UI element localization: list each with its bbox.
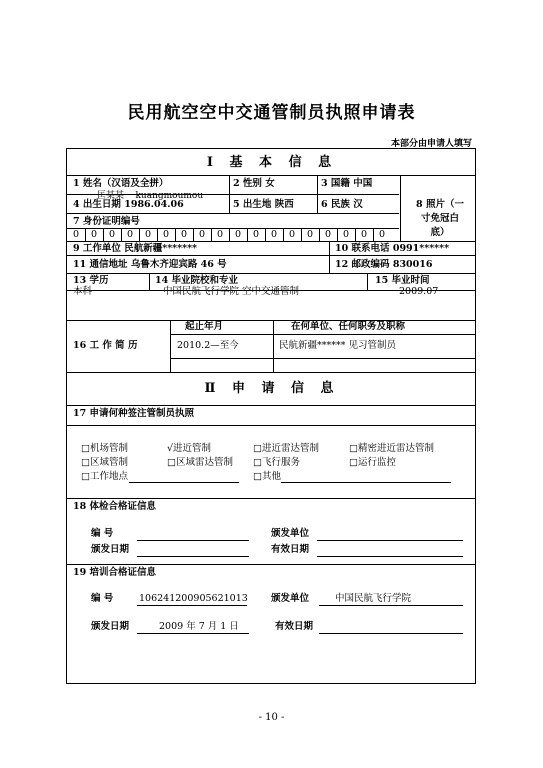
medical-valid-field[interactable] (317, 556, 463, 557)
training-issuer-label: 颁发单位 (271, 593, 310, 604)
resume-period: 2010.2—至今 (177, 340, 239, 351)
option-other[interactable]: □其他 (253, 471, 281, 482)
id-digit: 0 (127, 229, 134, 240)
medical-number-label: 编 号 (91, 528, 114, 539)
medical-issuer-field[interactable] (317, 540, 463, 541)
training-number-field[interactable] (137, 605, 247, 606)
employer: 9 工作单位 民航新疆******* (73, 243, 198, 254)
photo-box: 8 照片（一 寸免冠白 底） (416, 199, 464, 238)
option-airport-control[interactable]: □机场管制 (81, 443, 128, 454)
medical-date-field[interactable] (137, 556, 249, 557)
option-approach-control[interactable]: √进近管制 (167, 443, 212, 454)
phone: 10 联系电话 0991****** (335, 243, 450, 254)
gender: 2 性别 女 (233, 178, 275, 189)
id-digit: 0 (325, 229, 332, 240)
training-valid-label: 有效日期 (275, 621, 314, 632)
education-value: 本科 (73, 286, 93, 297)
training-issuer-value: 中国民航飞行学院 (335, 593, 412, 604)
resume-label: 16 工 作 简 历 (73, 340, 138, 351)
medical-cert-heading: 18 体检合格证信息 (73, 501, 157, 512)
medical-date-label: 颁发日期 (91, 544, 130, 555)
nationality: 3 国籍 中国 (321, 178, 373, 189)
id-digit: 0 (361, 229, 368, 240)
postcode: 12 邮政编码 830016 (335, 259, 433, 270)
medical-valid-label: 有效日期 (271, 544, 310, 555)
school-value: 中国民航飞行学院 空中交通管制 (163, 286, 300, 297)
name-label: 1 姓名（汉语及全拼） (73, 178, 169, 189)
id-digit: 0 (253, 229, 260, 240)
training-date-value: 2009 年 7 月 1 日 (159, 621, 239, 632)
training-date-field[interactable] (137, 633, 249, 634)
id-digit: 0 (217, 229, 224, 240)
section-basic-info: Ⅰ 基 本 信 息 (206, 155, 338, 170)
fill-note: 本部分由申请人填写 (390, 139, 472, 149)
birthplace: 5 出生地 陕西 (233, 199, 294, 210)
id-digit: 0 (73, 229, 80, 240)
id-digit: 0 (307, 229, 314, 240)
other-line[interactable] (281, 482, 451, 483)
graduation-value: 2009.07 (399, 286, 439, 297)
page-number: - 10 - (258, 712, 285, 723)
medical-issuer-label: 颁发单位 (271, 528, 310, 539)
id-digit: 0 (163, 229, 170, 240)
id-digit: 0 (91, 229, 98, 240)
name-chinese: 匡某某 kuangmoumou (97, 191, 204, 201)
option-precision-approach-radar[interactable]: □精密进近雷达管制 (349, 443, 434, 454)
medical-number-field[interactable] (137, 540, 249, 541)
training-number-value: 106241200905621013 (139, 593, 248, 604)
birthdate: 4 出生日期 1986.04.06 (73, 199, 184, 210)
option-area-control[interactable]: □区域管制 (81, 457, 128, 468)
option-approach-radar-control[interactable]: □进近雷达管制 (253, 443, 319, 454)
application-form (66, 148, 476, 684)
id-digit: 0 (109, 229, 116, 240)
id-digit: 0 (343, 229, 350, 240)
form-title: 民用航空空中交通管制员执照申请表 (127, 103, 416, 123)
graduation-label: 15 毕业时间 (375, 275, 430, 286)
name-pinyin: kuangmoumou (135, 191, 204, 201)
id-digit: 0 (379, 229, 386, 240)
training-valid-field[interactable] (319, 633, 463, 634)
option-area-radar-control[interactable]: □区域雷达管制 (167, 457, 233, 468)
option-flight-service[interactable]: □飞行服务 (253, 457, 300, 468)
license-type-question: 17 申请何种签注管制员执照 (73, 408, 195, 419)
section-application-info: Ⅱ 申 请 信 息 (204, 381, 340, 396)
id-digit: 0 (235, 229, 242, 240)
id-digit: 0 (145, 229, 152, 240)
school-label: 14 毕业院校和专业 (155, 275, 239, 286)
training-number-label: 编 号 (91, 593, 114, 604)
ethnicity: 6 民族 汉 (321, 199, 363, 210)
id-label: 7 身份证明编号 (73, 216, 140, 227)
resume-detail: 民航新疆****** 见习管制员 (279, 340, 397, 351)
training-date-label: 颁发日期 (91, 621, 130, 632)
training-issuer-field[interactable] (319, 605, 463, 606)
id-digit: 0 (289, 229, 296, 240)
id-digit: 0 (199, 229, 206, 240)
education-label: 13 学历 (73, 275, 109, 286)
id-digit: 0 (271, 229, 278, 240)
option-work-location[interactable]: □工作地点 (81, 471, 128, 482)
resume-col-period: 起止年月 (185, 321, 224, 332)
id-digit: 0 (181, 229, 188, 240)
resume-col-detail: 在何单位、任何职务及职称 (291, 321, 406, 332)
option-operation-monitor[interactable]: □运行监控 (349, 457, 396, 468)
address: 11 通信地址 乌鲁木齐迎宾路 46 号 (73, 259, 227, 270)
training-cert-heading: 19 培训合格证信息 (73, 567, 157, 578)
work-location-line[interactable] (129, 482, 239, 483)
